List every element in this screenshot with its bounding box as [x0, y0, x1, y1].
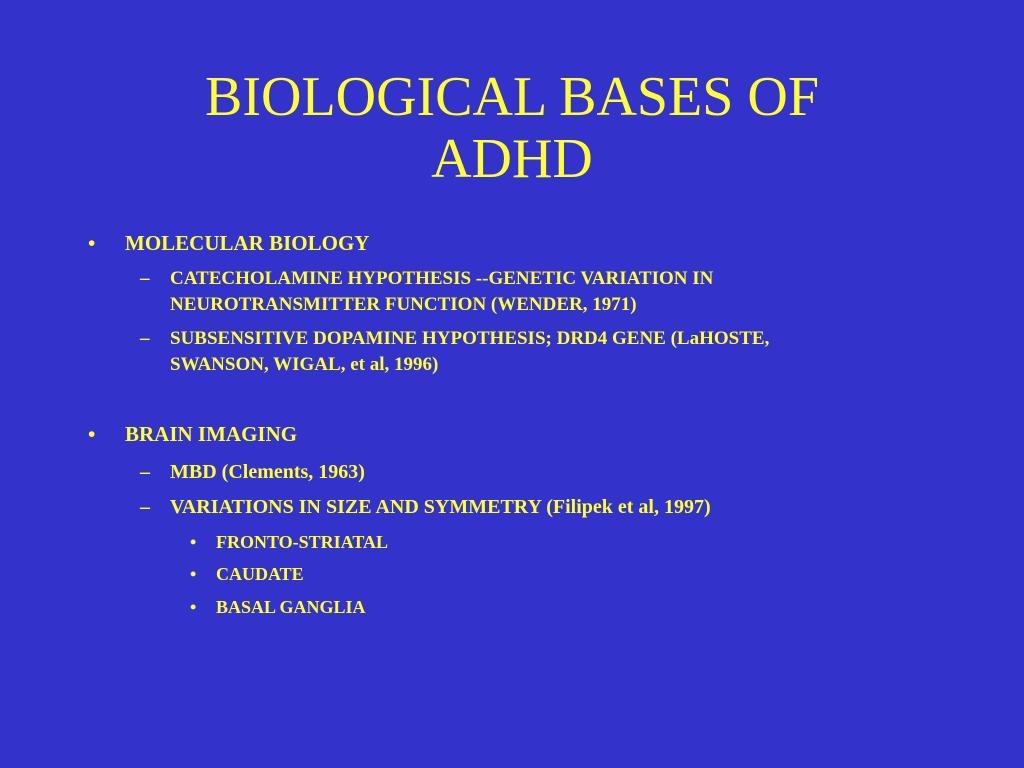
dash-icon: – — [140, 328, 150, 349]
slide-title-line-2: ADHD — [431, 128, 593, 190]
section-heading: MOLECULAR BIOLOGY — [125, 231, 370, 255]
dash-icon: – — [140, 496, 150, 518]
bullet-dot-icon: • — [88, 422, 96, 446]
slide-title — [92, 66, 932, 190]
subsubbullet-label: FRONTO-STRIATAL — [216, 532, 389, 552]
subsubbullet-label: BASAL GANGLIA — [216, 597, 366, 617]
bullet-dot-icon: • — [190, 597, 197, 617]
subbullet-line-1: SUBSENSITIVE DOPAMINE HYPOTHESIS; DRD4 GENE (LaHOSTE, — [170, 328, 770, 349]
subbullet-line-1: MBD (Clements, 1963) — [170, 461, 365, 483]
subbullet-line-1: CATECHOLAMINE HYPOTHESIS --GENETIC VARIATION IN — [170, 268, 714, 289]
subbullet-line-1: VARIATIONS IN SIZE AND SYMMETRY (Filipek et al, 1997) — [170, 496, 711, 518]
bullet-dot-icon: • — [190, 564, 197, 584]
subbullet-line-2: NEUROTRANSMITTER FUNCTION (WENDER, 1971) — [170, 294, 637, 315]
bullet-dot-icon: • — [190, 532, 197, 552]
subsubbullet-label: CAUDATE — [216, 564, 304, 584]
slide-title-line-1: BIOLOGICAL BASES OF — [205, 66, 819, 128]
dash-icon: – — [140, 268, 150, 289]
dash-icon: – — [140, 461, 150, 483]
subbullet-line-2: SWANSON, WIGAL, et al, 1996) — [170, 354, 439, 375]
bullet-dot-icon: • — [88, 231, 96, 255]
section-heading: BRAIN IMAGING — [125, 422, 298, 446]
